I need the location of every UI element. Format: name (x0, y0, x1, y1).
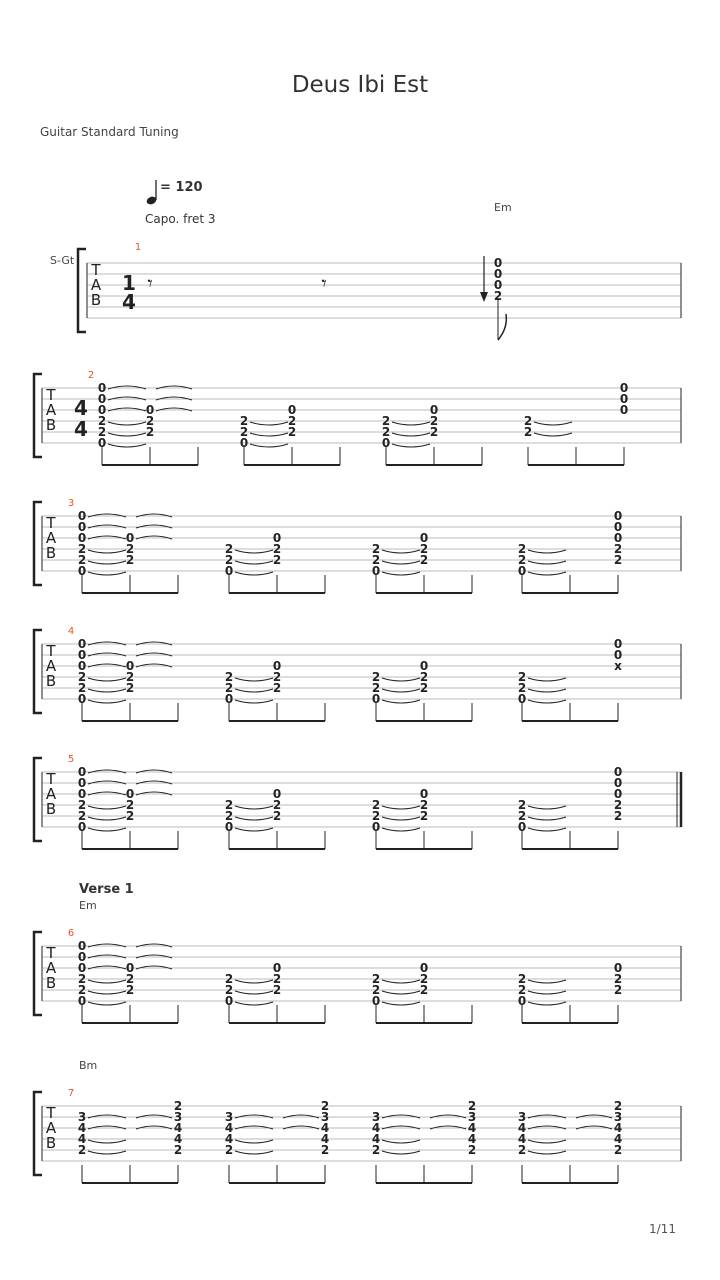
fret-number: 2 (145, 425, 155, 439)
fret-number: 2 (77, 809, 87, 823)
fret-number: 2 (517, 809, 527, 823)
fret-number: 0 (371, 564, 381, 578)
time-signature-bottom: 4 (74, 417, 88, 441)
fret-number: 2 (272, 670, 282, 684)
let-ring-tie (235, 828, 273, 831)
let-ring-tie (528, 689, 566, 692)
fret-number: 2 (320, 1143, 330, 1157)
fret-number: 2 (224, 542, 234, 556)
fret-number: 2 (77, 798, 87, 812)
let-ring-tie (528, 980, 566, 983)
fret-number: 0 (613, 776, 623, 790)
fret-number: 0 (125, 531, 135, 545)
let-ring-tie (88, 828, 126, 831)
fret-number: 2 (613, 809, 623, 823)
measure-number: 5 (67, 754, 75, 765)
fret-number: 2 (419, 681, 429, 695)
let-ring-tie (235, 1151, 273, 1154)
fret-number: 0 (77, 648, 87, 662)
let-ring-tie (528, 678, 566, 681)
fret-number: 3 (77, 1110, 87, 1124)
fret-number: 0 (77, 765, 87, 779)
fret-number: 0 (125, 787, 135, 801)
tab-clef-letter: B (45, 974, 57, 992)
fret-number: 0 (619, 381, 629, 395)
fret-number: 2 (125, 670, 135, 684)
fret-number: 3 (467, 1110, 477, 1124)
fret-number: 4 (371, 1132, 381, 1146)
fret-number: 2 (272, 798, 282, 812)
fret-number: 0 (97, 403, 107, 417)
fret-number: 0 (272, 787, 282, 801)
let-ring-tie (528, 561, 566, 564)
eighth-rest-icon: 𝄾 (321, 271, 327, 295)
fret-number: 2 (224, 1143, 234, 1157)
tab-clef-letter: T (46, 386, 56, 404)
fret-number: 2 (272, 553, 282, 567)
fret-number: 0 (517, 820, 527, 834)
let-ring-tie (382, 980, 420, 983)
fret-number: 0 (239, 436, 249, 450)
fret-number: 0 (77, 994, 87, 1008)
fret-number: 0 (613, 648, 623, 662)
tab-clef-letter: T (46, 770, 56, 788)
tuning-label: Guitar Standard Tuning (40, 125, 179, 139)
let-ring-tie (382, 817, 420, 820)
fret-number: 2 (493, 289, 503, 303)
fret-number: 0 (224, 564, 234, 578)
fret-number: 4 (320, 1121, 330, 1135)
let-ring-tie (392, 433, 430, 436)
fret-number: 0 (77, 961, 87, 975)
fret-number: 2 (287, 414, 297, 428)
fret-number: 2 (371, 798, 381, 812)
let-ring-tie (235, 1002, 273, 1005)
fret-number: 2 (613, 542, 623, 556)
chord-name: Em (494, 201, 512, 214)
fret-number: 2 (125, 798, 135, 812)
fret-number: 0 (619, 403, 629, 417)
fret-number: 2 (77, 553, 87, 567)
fret-number: 0 (613, 961, 623, 975)
let-ring-tie (88, 1002, 126, 1005)
let-ring-tie (382, 678, 420, 681)
fret-number: 4 (77, 1121, 87, 1135)
fret-number: 2 (517, 972, 527, 986)
let-ring-tie (382, 806, 420, 809)
let-ring-tie (235, 1140, 273, 1143)
fret-number: 2 (224, 681, 234, 695)
let-ring-tie (250, 433, 288, 436)
fret-number: 2 (419, 553, 429, 567)
fret-number: 2 (517, 670, 527, 684)
let-ring-tie (528, 1002, 566, 1005)
fret-number: 0 (493, 256, 503, 270)
fret-number: 2 (613, 983, 623, 997)
fret-number: 0 (613, 520, 623, 534)
fret-number: 2 (224, 798, 234, 812)
fret-number: 3 (613, 1110, 623, 1124)
let-ring-tie (528, 550, 566, 553)
let-ring-tie (88, 572, 126, 575)
fret-number: 0 (272, 961, 282, 975)
let-ring-tie (235, 980, 273, 983)
fret-number: 2 (97, 414, 107, 428)
fret-number: 2 (613, 972, 623, 986)
page-number: 1/11 (649, 1222, 676, 1236)
tab-clef-letter: A (45, 1119, 57, 1137)
let-ring-tie (235, 991, 273, 994)
fret-number: 2 (224, 670, 234, 684)
tab-clef-letter: T (46, 514, 56, 532)
fret-number: 4 (173, 1121, 183, 1135)
measure-number: 7 (67, 1088, 75, 1099)
system-bracket (34, 932, 42, 1015)
fret-number: 2 (517, 542, 527, 556)
fret-number: 4 (371, 1121, 381, 1135)
fret-number: 2 (419, 542, 429, 556)
fret-number: 2 (320, 1099, 330, 1113)
fret-number: 0 (613, 531, 623, 545)
let-ring-tie (88, 1151, 126, 1154)
tab-clef-letter: T (46, 1104, 56, 1122)
fret-number: 0 (613, 765, 623, 779)
fret-number: 2 (613, 1143, 623, 1157)
system-bracket (34, 374, 42, 457)
let-ring-tie (108, 433, 146, 436)
measure-number: 6 (67, 928, 75, 939)
chord-name: Em (79, 899, 97, 912)
strum-arrow-head (480, 292, 488, 302)
let-ring-tie (235, 689, 273, 692)
time-signature-bottom: 4 (122, 290, 136, 314)
fret-number: 2 (239, 414, 249, 428)
let-ring-tie (88, 817, 126, 820)
fret-number: 0 (77, 520, 87, 534)
let-ring-tie (235, 572, 273, 575)
let-ring-tie (88, 689, 126, 692)
fret-number: 2 (429, 425, 439, 439)
track-label: S-Gt (50, 254, 75, 267)
fret-number: 0 (77, 776, 87, 790)
fret-number: 3 (371, 1110, 381, 1124)
tab-clef-letter: T (46, 642, 56, 660)
fret-number: 2 (125, 542, 135, 556)
let-ring-tie (88, 700, 126, 703)
let-ring-tie (382, 1002, 420, 1005)
fret-number: 0 (613, 787, 623, 801)
fret-number: 2 (419, 809, 429, 823)
let-ring-tie (382, 572, 420, 575)
fret-number: 0 (419, 531, 429, 545)
fret-number: 2 (125, 681, 135, 695)
fret-number: 0 (224, 820, 234, 834)
fret-number: 0 (613, 509, 623, 523)
chord-name: Bm (79, 1059, 98, 1072)
tab-clef-letter: A (45, 657, 57, 675)
fret-number: 2 (613, 553, 623, 567)
fret-number: 0 (145, 403, 155, 417)
fret-number: 0 (77, 531, 87, 545)
fret-number: 2 (77, 670, 87, 684)
let-ring-tie (528, 700, 566, 703)
fret-number: 2 (272, 972, 282, 986)
tab-clef-letter: B (90, 291, 102, 309)
fret-number: 2 (125, 809, 135, 823)
fret-number: 2 (77, 1143, 87, 1157)
fret-number: 3 (517, 1110, 527, 1124)
let-ring-tie (235, 700, 273, 703)
fret-number: 0 (77, 787, 87, 801)
let-ring-tie (88, 991, 126, 994)
let-ring-tie (528, 1140, 566, 1143)
fret-number: 4 (613, 1132, 623, 1146)
fret-number: 2 (371, 681, 381, 695)
tempo-marking: = 120 (160, 180, 203, 195)
fret-number: 3 (320, 1110, 330, 1124)
fret-number: 0 (224, 692, 234, 706)
fret-number: 0 (517, 692, 527, 706)
fret-number: 2 (77, 972, 87, 986)
fret-number: 4 (517, 1132, 527, 1146)
fret-number: 2 (125, 553, 135, 567)
fret-number: 0 (77, 509, 87, 523)
tab-clef-letter: T (91, 261, 101, 279)
fret-number: 0 (272, 659, 282, 673)
let-ring-tie (382, 1140, 420, 1143)
measure-number: 2 (87, 370, 95, 381)
fret-number: 0 (517, 564, 527, 578)
fret-number: 2 (467, 1143, 477, 1157)
fret-number: 2 (381, 425, 391, 439)
let-ring-tie (382, 991, 420, 994)
fret-number: 0 (97, 381, 107, 395)
let-ring-tie (250, 444, 288, 447)
tab-clef-letter: B (45, 544, 57, 562)
fret-number: 2 (371, 809, 381, 823)
fret-number: 2 (77, 542, 87, 556)
fret-number: 2 (467, 1099, 477, 1113)
measure-number: 1 (134, 242, 142, 253)
fret-number: 2 (239, 425, 249, 439)
fret-number: 0 (517, 994, 527, 1008)
tab-clef-letter: T (46, 944, 56, 962)
fret-number: 2 (371, 670, 381, 684)
let-ring-tie (235, 817, 273, 820)
fret-number: 0 (125, 659, 135, 673)
let-ring-tie (88, 980, 126, 983)
fret-number: 0 (224, 994, 234, 1008)
fret-number: 0 (97, 392, 107, 406)
fret-number: 2 (125, 972, 135, 986)
fret-number: 2 (419, 972, 429, 986)
fret-number: 0 (77, 637, 87, 651)
let-ring-tie (528, 806, 566, 809)
fret-number: 4 (467, 1121, 477, 1135)
fret-number: 0 (125, 961, 135, 975)
section-label: Verse 1 (79, 882, 134, 897)
fret-number: 2 (381, 414, 391, 428)
fret-number: 0 (272, 531, 282, 545)
fret-number: 2 (272, 542, 282, 556)
fret-number: 0 (371, 994, 381, 1008)
fret-number: 2 (419, 670, 429, 684)
capo-marking: Capo. fret 3 (145, 212, 216, 226)
fret-number: 2 (125, 983, 135, 997)
let-ring-tie (88, 550, 126, 553)
let-ring-tie (382, 700, 420, 703)
let-ring-tie (382, 550, 420, 553)
fret-number: 0 (371, 820, 381, 834)
fret-number: 2 (419, 798, 429, 812)
fret-number: 0 (77, 939, 87, 953)
let-ring-tie (528, 1151, 566, 1154)
let-ring-tie (382, 828, 420, 831)
let-ring-tie (382, 1151, 420, 1154)
fret-number: 2 (371, 1143, 381, 1157)
let-ring-tie (382, 561, 420, 564)
fret-number: 3 (224, 1110, 234, 1124)
fret-number: 2 (371, 553, 381, 567)
fret-number: 0 (77, 692, 87, 706)
let-ring-tie (528, 828, 566, 831)
let-ring-tie (235, 678, 273, 681)
fret-number: 0 (77, 659, 87, 673)
fret-number: 2 (145, 414, 155, 428)
fret-number: 2 (371, 972, 381, 986)
let-ring-tie (392, 422, 430, 425)
fret-number: 2 (287, 425, 297, 439)
song-title: Deus Ibi Est (291, 72, 429, 98)
fret-number: 2 (224, 553, 234, 567)
fret-number: 2 (517, 1143, 527, 1157)
fret-number: 4 (224, 1121, 234, 1135)
system-bracket (78, 249, 86, 332)
fret-number: 0 (419, 787, 429, 801)
fret-number: 2 (272, 809, 282, 823)
fret-number: 2 (429, 414, 439, 428)
system-bracket (34, 630, 42, 713)
fret-number: 4 (613, 1121, 623, 1135)
fret-number: 0 (419, 961, 429, 975)
fret-number: 2 (371, 983, 381, 997)
fret-number: 0 (613, 637, 623, 651)
tab-clef-letter: A (45, 785, 57, 803)
fret-number: 2 (272, 983, 282, 997)
fret-number: 4 (173, 1132, 183, 1146)
let-ring-tie (534, 422, 572, 425)
fret-number: 2 (272, 681, 282, 695)
fret-number: 0 (619, 392, 629, 406)
fret-number: 0 (97, 436, 107, 450)
fret-number: 0 (429, 403, 439, 417)
fret-number: 0 (77, 564, 87, 578)
let-ring-tie (250, 422, 288, 425)
fret-number: 0 (381, 436, 391, 450)
eighth-rest-icon: 𝄾 (147, 271, 153, 295)
fret-number: 0 (419, 659, 429, 673)
let-ring-tie (528, 991, 566, 994)
fret-number: 3 (173, 1110, 183, 1124)
fret-number: 2 (173, 1099, 183, 1113)
fret-number: 4 (224, 1132, 234, 1146)
fret-number: 2 (173, 1143, 183, 1157)
fret-number: 2 (517, 681, 527, 695)
fret-number: 2 (77, 681, 87, 695)
fret-number: 0 (371, 692, 381, 706)
fret-number: 2 (371, 542, 381, 556)
fret-number: 2 (523, 414, 533, 428)
let-ring-tie (528, 817, 566, 820)
fret-number: 2 (77, 983, 87, 997)
fret-number: 2 (224, 972, 234, 986)
fret-number: 4 (320, 1132, 330, 1146)
fret-number: 2 (517, 983, 527, 997)
let-ring-tie (88, 1140, 126, 1143)
fret-number: 2 (517, 553, 527, 567)
fret-number: 0 (493, 278, 503, 292)
fret-number: 0 (287, 403, 297, 417)
fret-number: 4 (77, 1132, 87, 1146)
tab-clef-letter: A (45, 401, 57, 419)
let-ring-tie (534, 433, 572, 436)
fret-number: 2 (613, 1099, 623, 1113)
time-signature-top: 4 (74, 396, 88, 420)
let-ring-tie (235, 806, 273, 809)
let-ring-tie (88, 806, 126, 809)
tab-clef-letter: B (45, 1134, 57, 1152)
let-ring-tie (528, 572, 566, 575)
fret-number: 2 (419, 983, 429, 997)
let-ring-tie (392, 444, 430, 447)
fret-number: 2 (224, 983, 234, 997)
let-ring-tie (235, 561, 273, 564)
tab-clef-letter: B (45, 672, 57, 690)
fret-number: 4 (467, 1132, 477, 1146)
tab-clef-letter: B (45, 416, 57, 434)
system-bracket (34, 502, 42, 585)
fret-number: 2 (224, 809, 234, 823)
let-ring-tie (88, 561, 126, 564)
tab-clef-letter: A (45, 959, 57, 977)
measure-number: 4 (67, 626, 75, 637)
measure-number: 3 (67, 498, 75, 509)
let-ring-tie (108, 422, 146, 425)
fret-number: x (614, 659, 622, 673)
system-bracket (34, 1092, 42, 1175)
let-ring-tie (108, 444, 146, 447)
fret-number: 0 (77, 950, 87, 964)
fret-number: 2 (523, 425, 533, 439)
fret-number: 4 (517, 1121, 527, 1135)
fret-number: 2 (97, 425, 107, 439)
fret-number: 0 (77, 820, 87, 834)
tab-clef-letter: B (45, 800, 57, 818)
let-ring-tie (382, 689, 420, 692)
time-signature-top: 1 (122, 271, 136, 295)
system-bracket (34, 758, 42, 841)
fret-number: 2 (613, 798, 623, 812)
tab-clef-letter: A (90, 276, 102, 294)
fret-number: 2 (517, 798, 527, 812)
tab-clef-letter: A (45, 529, 57, 547)
let-ring-tie (235, 550, 273, 553)
fret-number: 0 (493, 267, 503, 281)
let-ring-tie (88, 678, 126, 681)
